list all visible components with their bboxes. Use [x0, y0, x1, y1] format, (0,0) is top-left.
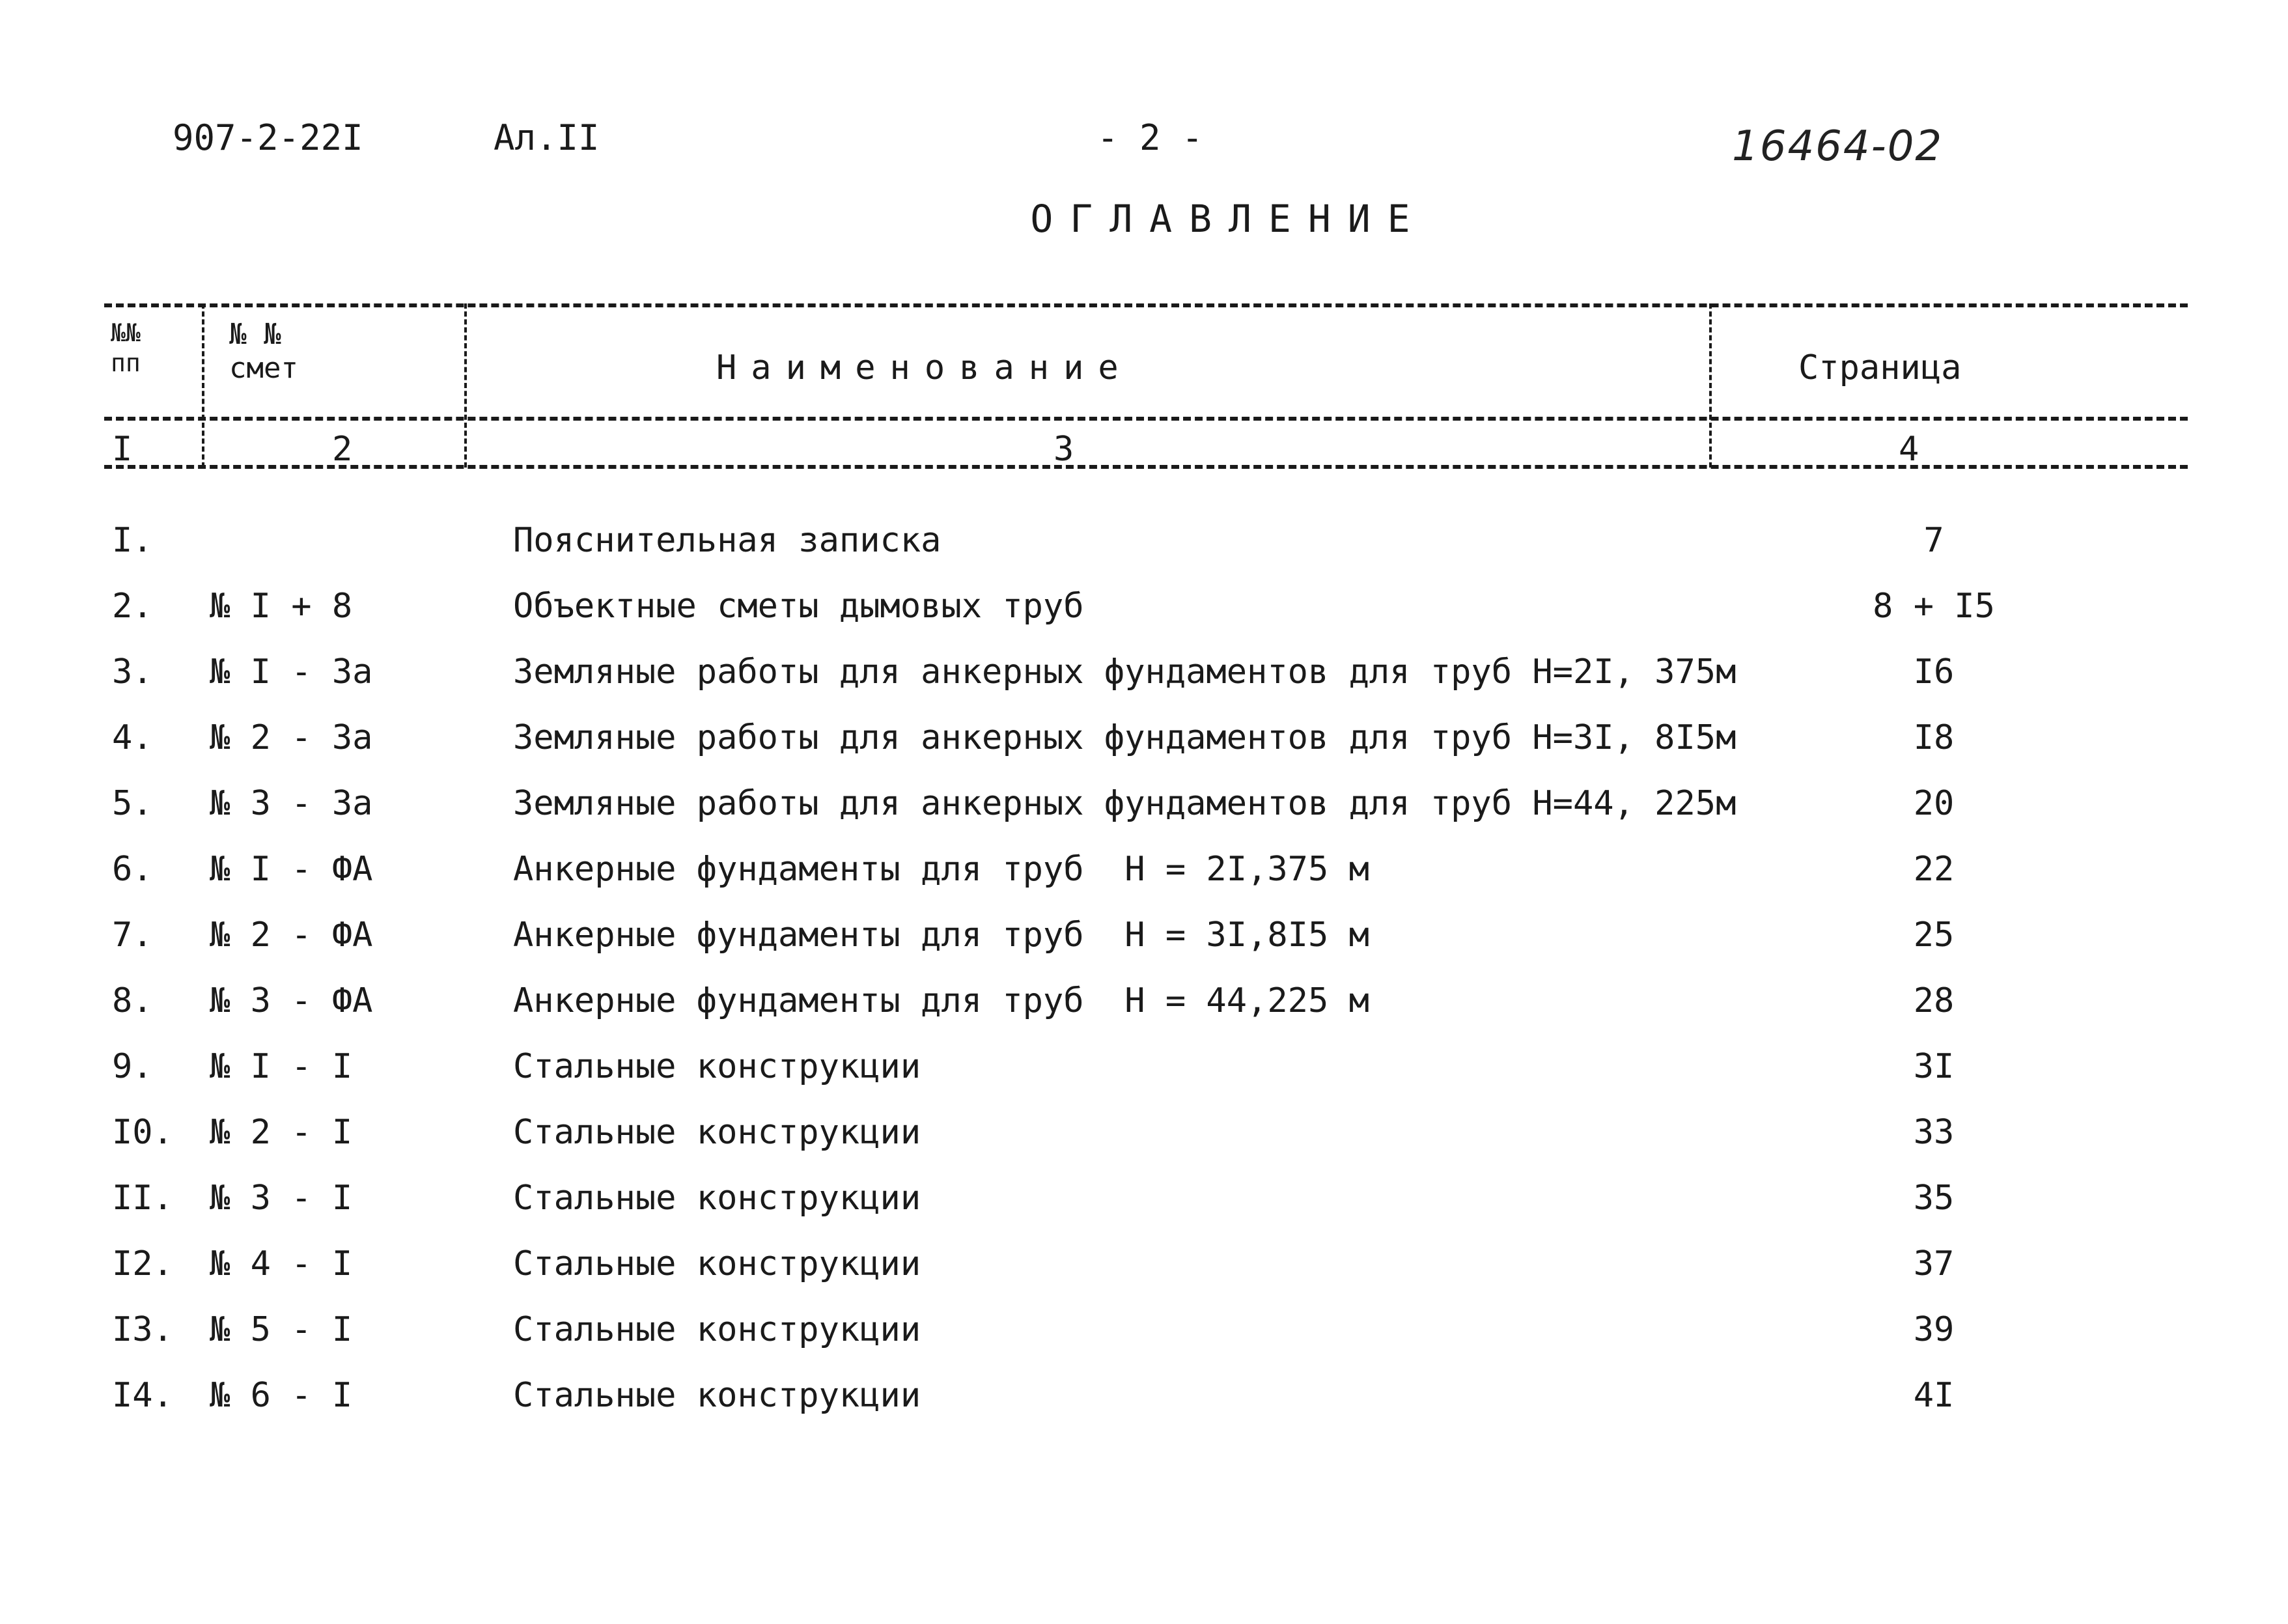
row-estimate: № 3 - 3а: [210, 784, 373, 823]
row-name: Стальные конструкции: [513, 1310, 921, 1349]
row-number: I.: [112, 521, 153, 560]
table-row: [0, 784, 2288, 850]
row-estimate: № 2 - 3а: [210, 718, 373, 757]
row-number: 7.: [112, 916, 153, 955]
table-row: [0, 850, 2288, 916]
row-number: I4.: [112, 1376, 173, 1415]
row-name: Объектные сметы дымовых труб: [513, 587, 1084, 626]
album-label: Ал.II: [494, 117, 600, 158]
row-estimate: № I - 3а: [210, 652, 373, 692]
page-number: - 2 -: [1097, 117, 1203, 158]
handwritten-number: 16464-02: [1732, 122, 1944, 171]
row-number: II.: [112, 1179, 173, 1218]
row-estimate: № I + 8: [210, 587, 353, 626]
row-name: Стальные конструкции: [513, 1179, 921, 1218]
column-number: 4: [1899, 430, 1919, 469]
column-number: I: [112, 430, 133, 469]
table-row: [0, 521, 2288, 587]
row-name: Земляные работы для анкерных фундаментов для труб H=3I, 8I5м: [513, 718, 1737, 757]
table-rule-middle: [104, 417, 2188, 421]
table-rule-bottom: [104, 465, 2188, 469]
table-row: [0, 587, 2288, 652]
row-estimate: № 4 - I: [210, 1244, 353, 1283]
column-number: 3: [1053, 430, 1074, 469]
row-number: 6.: [112, 850, 153, 889]
row-number: 9.: [112, 1047, 153, 1086]
table-row: [0, 718, 2288, 784]
column-separator: [202, 303, 204, 468]
row-page: 4I: [1913, 1376, 1955, 1415]
table-row: [0, 1113, 2288, 1179]
row-page: 7: [1923, 521, 1944, 560]
row-estimate: № 2 - I: [210, 1113, 353, 1152]
column-separator: [464, 303, 467, 468]
row-name: Стальные конструкции: [513, 1113, 921, 1152]
row-number: 8.: [112, 981, 153, 1020]
column-number: 2: [332, 430, 353, 469]
row-page: 8 + I5: [1873, 587, 1995, 626]
row-estimate: № 3 - ФА: [210, 981, 373, 1020]
row-page: 22: [1913, 850, 1955, 889]
row-name: Стальные конструкции: [513, 1047, 921, 1086]
row-estimate: № 5 - I: [210, 1310, 353, 1349]
row-page: I8: [1913, 718, 1955, 757]
row-page: 25: [1913, 916, 1955, 955]
table-row: [0, 1047, 2288, 1113]
row-page: 20: [1913, 784, 1955, 823]
row-estimate: № I - I: [210, 1047, 353, 1086]
table-row: [0, 652, 2288, 718]
row-estimate: № 6 - I: [210, 1376, 353, 1415]
row-page: 33: [1913, 1113, 1955, 1152]
row-number: 2.: [112, 587, 153, 626]
table-row: [0, 1376, 2288, 1442]
row-page: 35: [1913, 1179, 1955, 1218]
row-name: Анкерные фундаменты для труб H = 3I,8I5 м: [513, 916, 1369, 955]
row-name: Земляные работы для анкерных фундаментов для труб H=44, 225м: [513, 784, 1737, 823]
page-title: ОГЛАВЛЕНИЕ: [1030, 197, 1427, 241]
row-name: Земляные работы для анкерных фундаментов для труб H=2I, 375м: [513, 652, 1737, 692]
column-separator: [1709, 303, 1712, 468]
row-estimate: № 3 - I: [210, 1179, 353, 1218]
row-name: Стальные конструкции: [513, 1376, 921, 1415]
row-name: Пояснительная записка: [513, 521, 942, 560]
row-name: Анкерные фундаменты для труб H = 44,225 м: [513, 981, 1369, 1020]
row-estimate: № 2 - ФА: [210, 916, 373, 955]
header-page: Страница: [1798, 348, 1962, 387]
row-number: I0.: [112, 1113, 173, 1152]
table-row: [0, 1244, 2288, 1310]
table-row: [0, 1310, 2288, 1376]
table-row: [0, 981, 2288, 1047]
document-code: 907-2-22I: [173, 117, 363, 158]
row-name: Стальные конструкции: [513, 1244, 921, 1283]
header-estimate: № № смет: [229, 318, 298, 385]
row-page: 37: [1913, 1244, 1955, 1283]
row-number: 5.: [112, 784, 153, 823]
row-page: 28: [1913, 981, 1955, 1020]
table-row: [0, 916, 2288, 981]
row-page: 3I: [1913, 1047, 1955, 1086]
row-number: I2.: [112, 1244, 173, 1283]
row-page: 39: [1913, 1310, 1955, 1349]
header-name: Наименование: [716, 348, 1133, 387]
row-estimate: № I - ФА: [210, 850, 373, 889]
row-name: Анкерные фундаменты для труб H = 2I,375 м: [513, 850, 1369, 889]
row-number: I3.: [112, 1310, 173, 1349]
table-rule-top: [104, 303, 2188, 307]
header-num: №№ пп: [111, 318, 141, 377]
row-page: I6: [1913, 652, 1955, 692]
contents-table: [0, 521, 2288, 1442]
row-number: 4.: [112, 718, 153, 757]
row-number: 3.: [112, 652, 153, 692]
table-row: [0, 1179, 2288, 1244]
